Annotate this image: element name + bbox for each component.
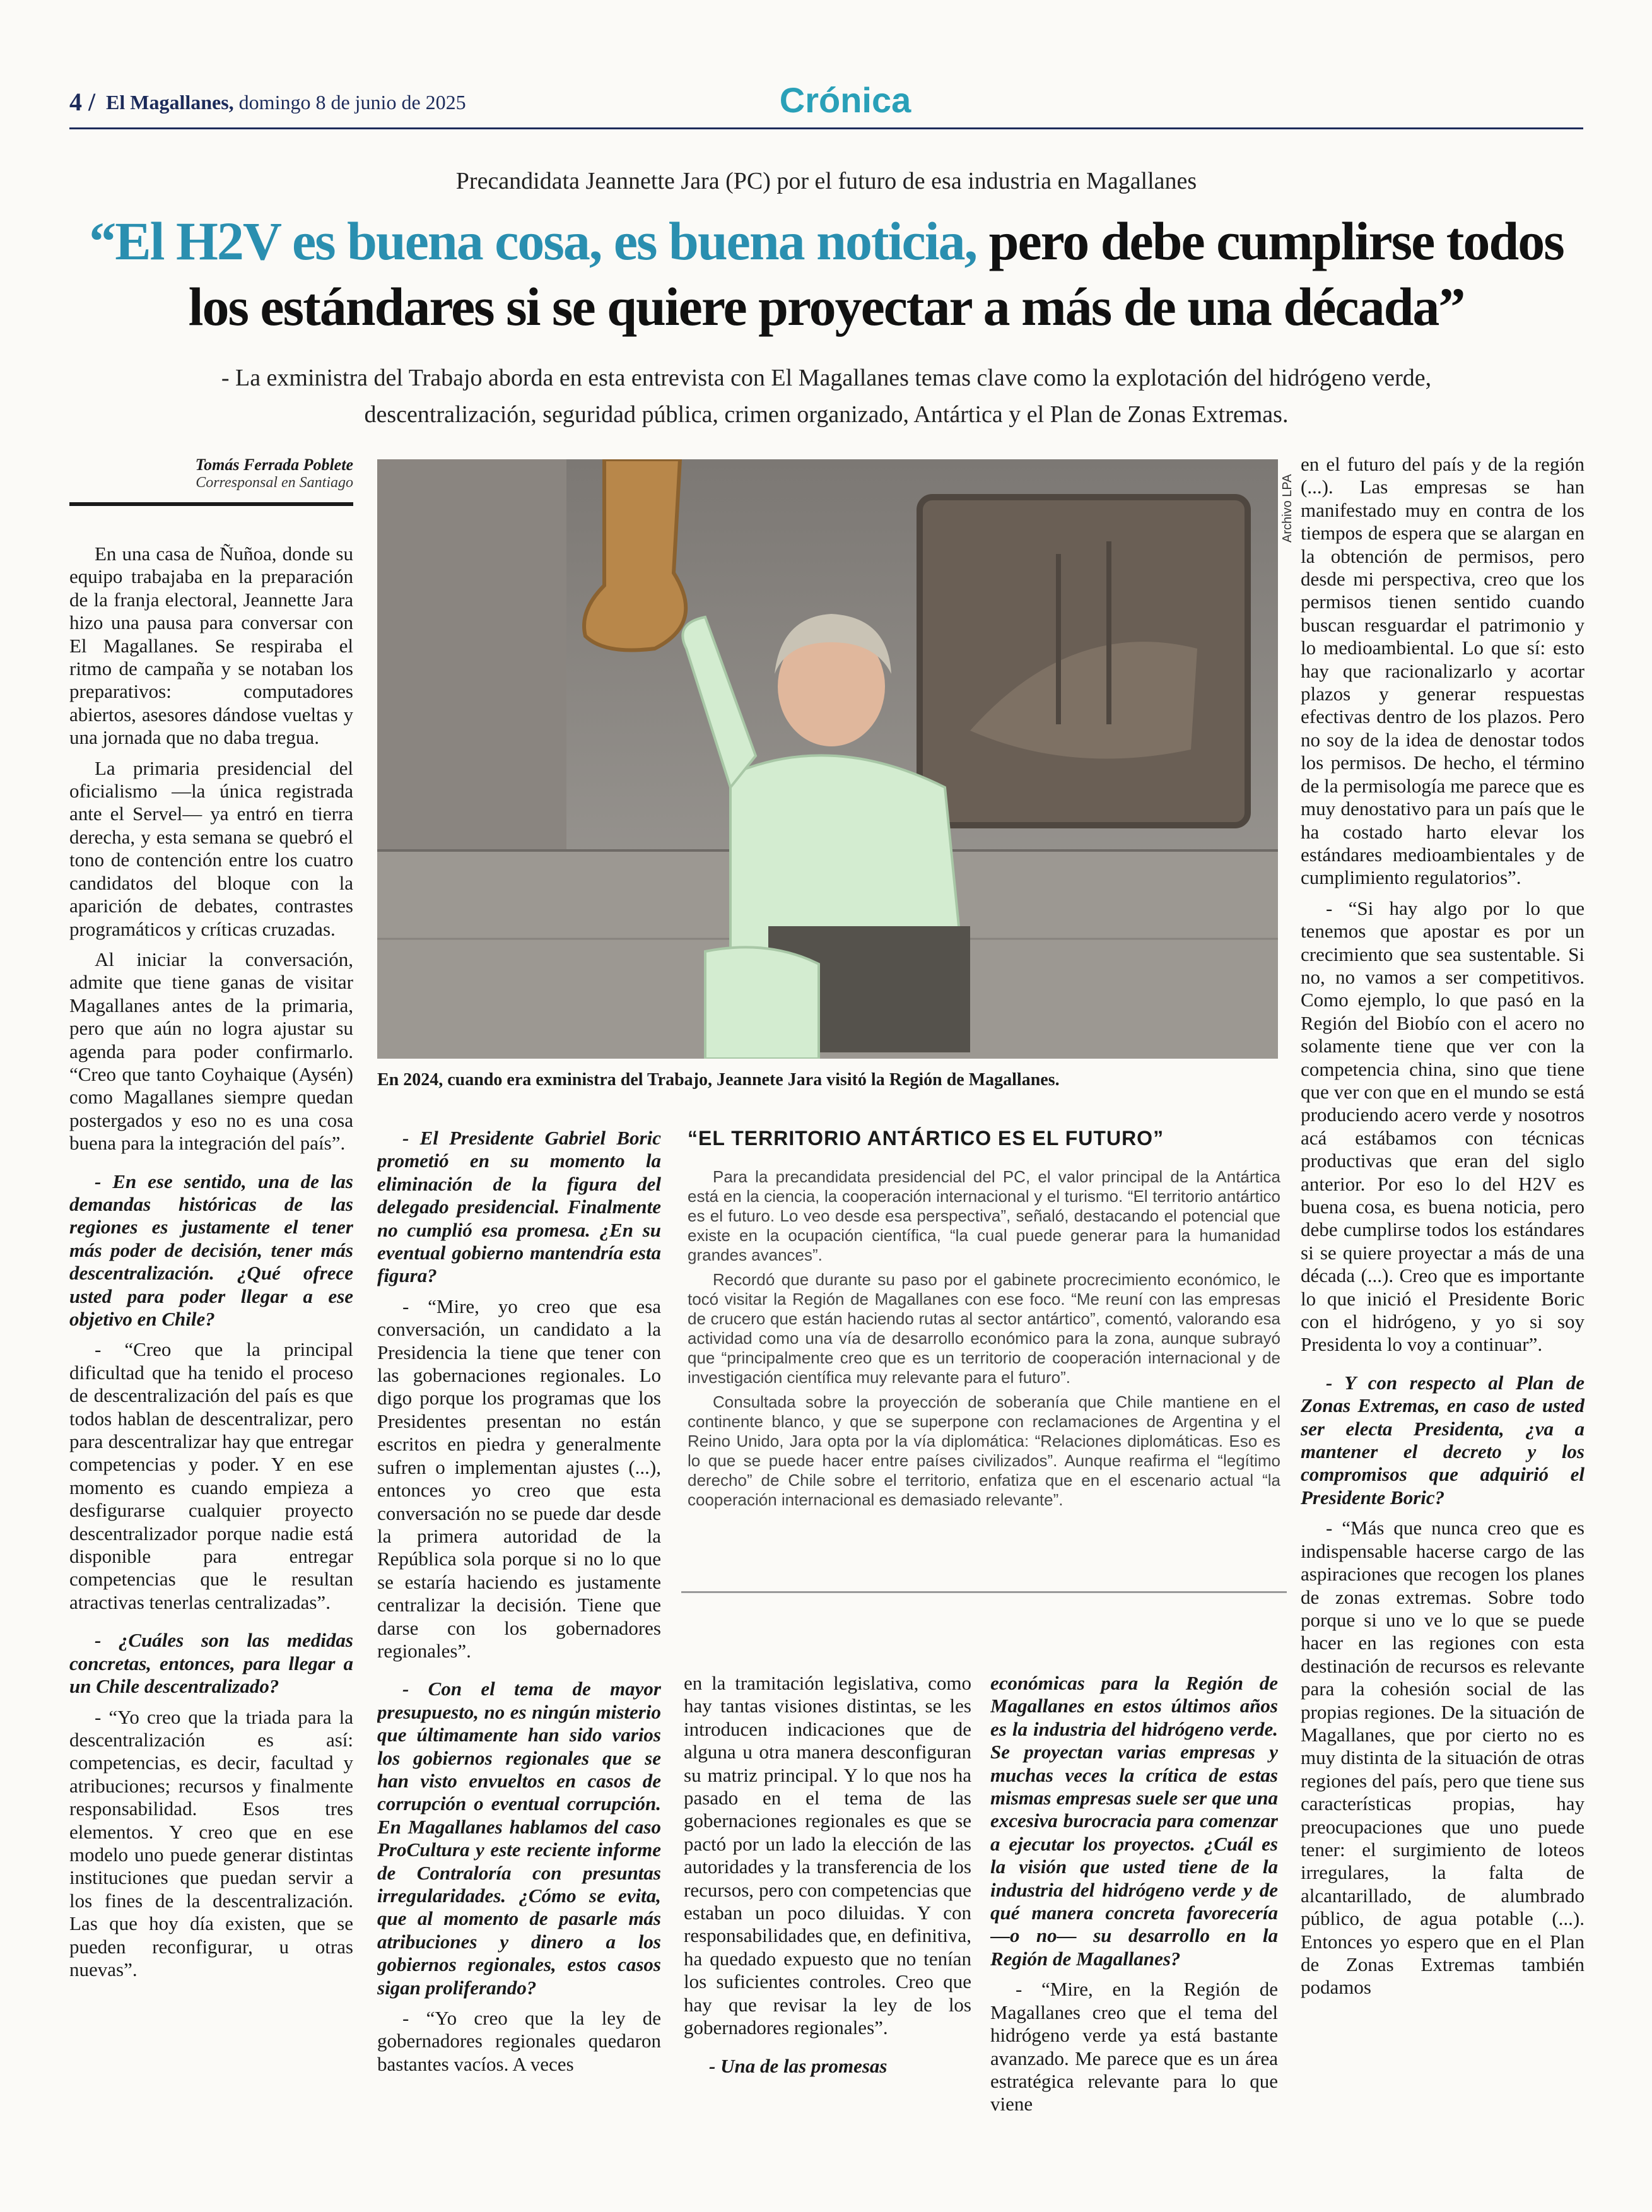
column-5 <box>1301 453 1585 2133</box>
paragraph: Al iniciar la conversación, admite que tiene ganas de visitar Magallanes antes de la primaria, pero que aún no logra ajustar su agenda para poder confirmarlo. “Creo que tanto Coyhaique (Aysén) como Magallanes siempre quedan postergados y eso no es una cosa buena para la integración del país”. <box>69 948 353 1155</box>
sidebar-box-body <box>688 1167 1280 1515</box>
column-3 <box>684 1672 971 2133</box>
box-paragraph: Recordó que durante su paso por el gabinete procrecimiento económico, le tocó visitar la Región de Magallanes con ese foco. “Me reuní con las empresas de crucero que están haciendo rutas al sector antártico”, comentó, valorando esa actividad como una vía de desarrollo económico para la zona, aunque subrayó que “principalmente creo que es un territorio de cooperación internacional y de investigación científica muy relevante para el futuro”. <box>688 1270 1280 1387</box>
headline-highlight: “El H2V es buena cosa, es buena noticia, <box>89 211 977 271</box>
interview-question: - Una de las promesas <box>709 2054 888 2077</box>
page-number: 4 / <box>69 88 96 116</box>
interview-question: - ¿Cuáles son las medidas concretas, entonces, para llegar a un Chile descentralizado? <box>69 1629 353 1698</box>
interview-answer: - “Mire, en la Región de Magallanes creo que el tema del hidrógeno verde ya está bastante avanzado. Me parece que es un área estratégica relevante para lo que viene <box>990 1978 1278 2115</box>
interview-answer: - “Yo creo que la triada para la descentralización es así: competencias, es decir, facultad y atribuciones; recursos y finalmente responsabilidad. Esos tres elementos. Y creo que en ese modelo uno puede generar distintas instituciones que puedan servir a los fines de la descentralización. Las que hoy día existen, que se pueden reconfigurar, u otras nuevas”. <box>69 1705 353 1980</box>
byline <box>69 456 353 491</box>
byline-divider <box>69 502 353 506</box>
photo-credit: Archivo LPA <box>1280 474 1294 543</box>
article-lede: - La exministra del Trabajo aborda en esta entrevista con El Magallanes temas clave como la explotación del hidrógeno verde, descentralización, seguridad pública, crimen organizado, Antártica y el Plan de Zonas Extremas. <box>221 365 1432 428</box>
paragraph: La primaria presidencial del oficialismo —la única registrada ante el Servel— ya entró en tierra derecha, y esta semana se quebró el tono de contención entre los cuatro candidatos del bloque con la aparición de debates, contrastes programáticos y críticas cruzadas. <box>69 756 353 940</box>
byline-author: Tomás Ferrada Poblete <box>195 456 353 474</box>
interview-question: - Y con respecto al Plan de Zonas Extremas, en caso de usted ser electa Presidenta, ¿va a mantener el decreto y los compromisos que adquirió el Presidente Boric? <box>1301 1371 1585 1509</box>
interview-answer: - “Creo que la principal dificultad que ha tenido el proceso de descentralización del país es que todos hablan de descentralizar, pero para descentralizar hay que entregar competencias y poder. Y en ese momento es cuando empieza a desfigurarse cualquier proyecto descentralizador porque nadie está disponible para entregar competencias que le resultan atractivas tenerlas centralizadas”. <box>69 1338 353 1613</box>
interview-question: - El Presidente Gabriel Boric prometió en su momento la eliminación de la figura del delegado presidencial. Finalmente no cumplió esa promesa. ¿En su eventual gobierno mantendría esta figura? <box>377 1127 661 1287</box>
interview-question: - Con el tema de mayor presupuesto, no es ningún misterio que últimamente han sido varios los gobiernos regionales que se han visto envueltos en casos de corrupción o eventual corrupción. En Magallanes hablamos del caso ProCultura y este reciente informe de Contraloría con presuntas irregularidades. ¿Cómo se evita, que al momento de pasarle más atribuciones y dinero a los gobiernos regionales, estos casos sigan proliferando? <box>377 1678 661 1999</box>
interview-answer: - “Yo creo que la ley de gobernadores regionales quedaron bastantes vacíos. A veces <box>377 2007 661 2075</box>
interview-question: - En ese sentido, una de las demandas históricas de las regiones es justamente el tener más poder de decisión, tener más descentralización. ¿Qué ofrece usted para poder llegar a ese objetivo en Chile? <box>69 1170 353 1330</box>
publication-date: domingo 8 de junio de 2025 <box>238 91 466 114</box>
column-4 <box>990 1672 1278 2133</box>
headline-rest: pero debe cumplirse todos los estándares si se quiere proyectar a más de una década” <box>188 211 1564 337</box>
sidebar-box-title: “EL TERRITORIO ANTÁRTICO ES EL FUTURO” <box>688 1127 1164 1150</box>
photo-caption: En 2024, cuando era exministra del Trabajo, Jeannete Jara visitó la Región de Magallanes. <box>377 1070 1060 1090</box>
interview-answer: en el futuro del país y de la región (...). Las empresas se han manifestado muy en contra de los tiempos de espera que se alargan en la obtención de permisos, pero desde mi perspectiva, creo que los permisos tienen sentido cuando buscan resguardar el patrimonio y lo medioambiental. Lo que sí: esto hay que racionalizarlo y acortar plazos y generar respuestas efectivas dentro de los plazos. Pero no soy de la idea de denostar todos los permisos. De hecho, el término de la permisología me parece que es muy denostativo para un país que le ha costado harto elevar los estándares medioambientales y de cumplimiento regulatorios”. <box>1301 453 1585 889</box>
interview-answer: - “Mire, yo creo que esa conversación, un candidato a la Presidencia la tiene que tener con las gobernaciones regionales. Lo digo porque los programas que los Presidentes presentan no están escritos en piedra y generalmente sufren o implementan ajustes (...), entonces yo creo que esta conversación no se puede dar desde la primera autoridad de la República sola porque si no lo que se estaría haciendo es justamente centralizar la decisión. Tiene que darse con los gobernadores regionales”. <box>377 1295 661 1662</box>
box-paragraph: Consultada sobre la proyección de soberanía que Chile mantiene en el continente blanco, y que se superpone con reclamaciones de Argentina y el Reino Unido, Jara opta por la vía diplomática: “Relaciones diplomáticas. Eso es lo que se puede hacer entre países civilizados”. Aunque reafirma el “legítimo derecho” de Chile sobre el territorio, enfatiza que en el escenario actual “la cooperación internacional es demasiado relevante”. <box>688 1392 1280 1509</box>
interview-answer: - “Más que nunca creo que es indispensable hacerse cargo de las aspiraciones que recogen los planes de zonas extremas. Sobre todo porque si uno ve lo que se puede hacer en las regiones con esta destinación de recursos es relevante para la cohesión social de las propias regiones. De la situación de Magallanes, que por cierto no es muy distinta de la situación de otras regiones del país, pero que tiene sus características propias, hay preocupaciones que uno puede tener: el surgimiento de loteos irregulares, la falta de alcantarillado, de alumbrado público, de agua potable (...). Entonces yo espero que en el Plan de Zonas Extremas también podamos <box>1301 1517 1585 1999</box>
article-headline <box>69 208 1583 339</box>
header-divider <box>69 127 1583 129</box>
article-kicker: Precandidata Jeannette Jara (PC) por el futuro de esa industria en Magallanes <box>455 168 1197 194</box>
column-2 <box>377 1127 661 2133</box>
photo-illustration <box>377 459 1278 1059</box>
section-title: Crónica <box>779 80 911 120</box>
article-photo <box>377 459 1278 1059</box>
paragraph: En una casa de Ñuñoa, donde su equipo trabajaba en la preparación de la franja electoral, Jeannette Jara hizo una pausa para conversar con El Magallanes. Se respiraba el ritmo de campaña y se notaban los preparativos: computadores abiertos, asesores dándose vueltas y una jornada que no daba tregua. <box>69 543 353 749</box>
byline-role: Corresponsal en Santiago <box>196 474 353 491</box>
interview-answer: - “Si hay algo por lo que tenemos que apostar es por un crecimiento que sea sustentable. Si no, no vamos a ser competitivos. Como ejemplo, lo que pasó en la Región del Biobío con el acero no solamente tiene que ver con la competencia china, sino que tiene que ver con que en el mundo se está produciendo acero verde y nosotros acá estábamos con técnicas productivas que eran del siglo anterior. Por eso lo del H2V es buena cosa, es buena noticia, pero debe cumplirse todos los estándares si se quiere proyectar a más de una década (...). Creo que es importante lo que inició el Presidente Boric con el hidrógeno, y yo si soy Presidenta lo voy a continuar”. <box>1301 897 1585 1356</box>
publication-name: El Magallanes, <box>106 91 234 114</box>
column-1 <box>69 543 353 2133</box>
box-paragraph: Para la precandidata presidencial del PC, el valor principal de la Antártica está en la ciencia, la cooperación internacional y el turismo. “El territorio antártico es el futuro. Lo veo desde esa perspectiva”, señaló, destacando el potencial que existe en la ocupación científica, “la cual puede generar para la humanidad grandes avances”. <box>688 1167 1280 1264</box>
publication-dateline <box>106 91 466 114</box>
interview-question: económicas para la Región de Magallanes en estos últimos años es la industria del hidrógeno verde. Se proyectan varias empresas y muchas veces la crítica de estas mismas empresas suele ser que una excesiva burocracia para comenzar a ejecutar los proyectos. ¿Cuál es la visión que usted tiene de la industria del hidrógeno verde y de qué manera concreta favorecería —o no— su desarrollo en la Región de Magallanes? <box>990 1672 1278 1970</box>
interview-answer: en la tramitación legislativa, como hay tantas visiones distintas, se les introducen indicaciones que de alguna u otra manera desconfiguran su matriz principal. Y lo que nos ha pasado en el tema de las gobernaciones regionales es que se pactó por un lado la elección de las autoridades y la transferencia de los recursos, pero con competencias que estaban un poco diluidas. Y con responsabilidades que, en definitiva, ha quedado expuesto que no tenían los suficientes controles. Creo que hay que revisar la ley de los gobernadores regionales”. <box>684 1672 971 2039</box>
sidebar-box-divider <box>681 1591 1287 1593</box>
